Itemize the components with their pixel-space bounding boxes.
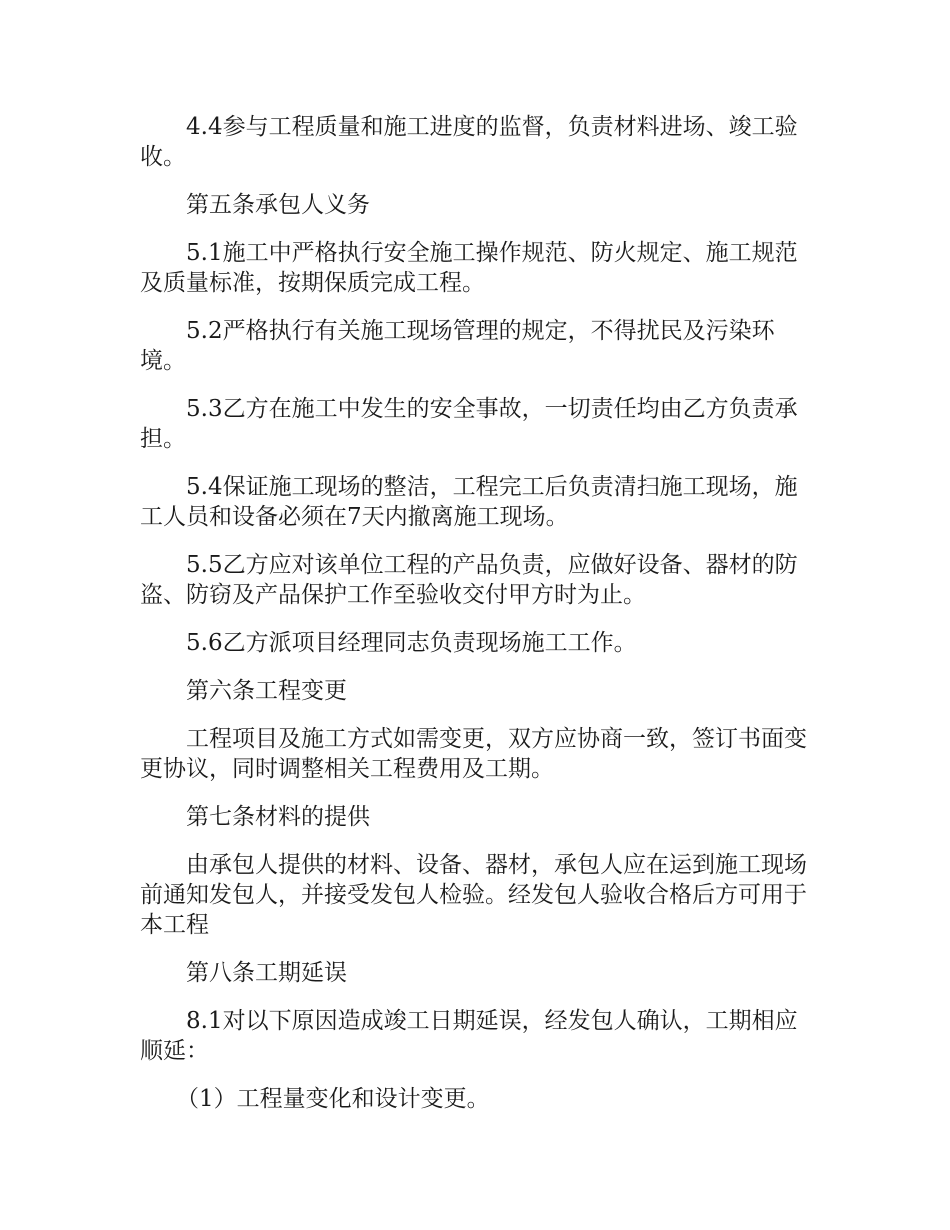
clause-8-1: 8.1对以下原因造成竣工日期延误，经发包人确认，工期相应顺延： <box>140 1008 798 1064</box>
clause-5-4: 5.4保证施工现场的整洁，工程完工后负责清扫施工现场，施工人员和设备必须在7天内撤离施工现场。 <box>140 474 798 530</box>
clause-4-4: 4.4参与工程质量和施工进度的监督，负责材料进场、竣工验收。 <box>140 114 798 170</box>
article-5-heading: 第五条承包人义务 <box>186 192 370 218</box>
article-8-heading: 第八条工期延误 <box>186 960 347 986</box>
article-6-heading: 第六条工程变更 <box>186 678 347 704</box>
clause-5-6: 5.6乙方派项目经理同志负责现场施工工作。 <box>186 630 637 656</box>
article-7-heading: 第七条材料的提供 <box>186 804 370 830</box>
article-7-body: 由承包人提供的材料、设备、器材，承包人应在运到施工现场前通知发包人，并接受发包人检验。经发包人验收合格后方可用于本工程 <box>140 852 807 938</box>
clause-5-1: 5.1施工中严格执行安全施工操作规范、防火规定、施工规范及质量标准，按期保质完成工程。 <box>140 240 798 296</box>
clause-8-1-item-1: （1）工程量变化和设计变更。 <box>176 1086 490 1112</box>
clause-5-2: 5.2严格执行有关施工现场管理的规定，不得扰民及污染环境。 <box>140 318 775 374</box>
clause-5-5: 5.5乙方应对该单位工程的产品负责，应做好设备、器材的防盗、防窃及产品保护工作至验收交付甲方时为止。 <box>140 552 798 608</box>
article-6-body: 工程项目及施工方式如需变更，双方应协商一致，签订书面变更协议，同时调整相关工程费用及工期。 <box>140 726 807 782</box>
clause-5-3: 5.3乙方在施工中发生的安全事故，一切责任均由乙方负责承担。 <box>140 396 798 452</box>
